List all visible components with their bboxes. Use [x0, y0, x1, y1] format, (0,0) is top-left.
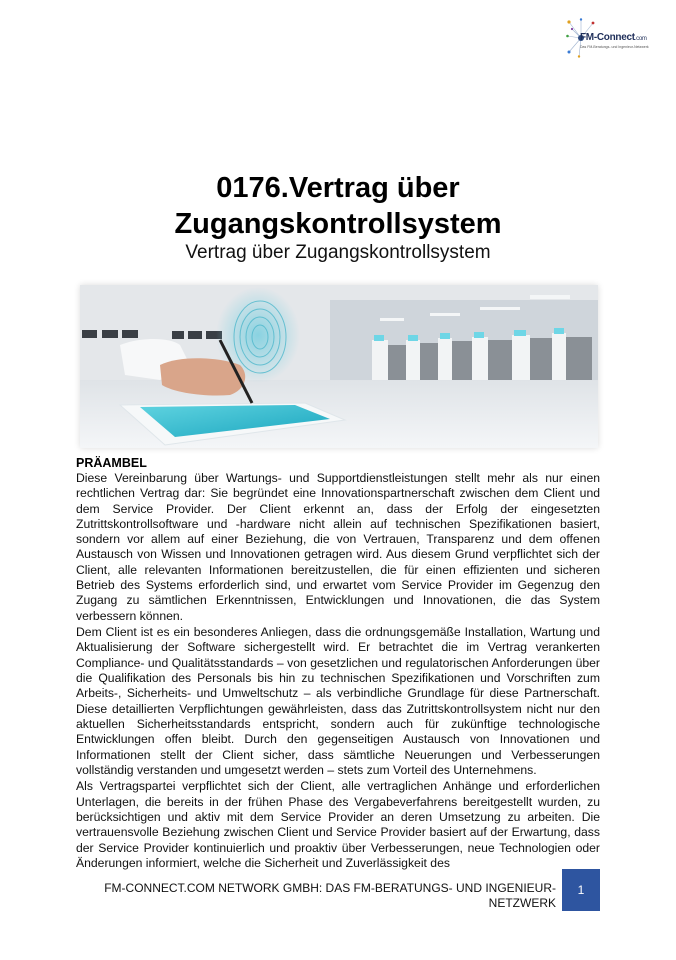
title-line-2: Zugangskontrollsystem: [174, 208, 502, 240]
paragraph: Als Vertragspartei verpflichtet sich der Client, alle vertraglichen Anhänge und erforderlichen Unterlagen, die bereits in der frühen Phase des Vergabeverfahrens bereitgestellt wurden, zu berücksichtigen und aktiv mit dem Service Provider an deren Umsetzung zu arbeiten. Die vertrauensvolle Beziehung zwischen Client und Service Provider basiert auf der Erwartung, dass der Service Provider kontinuierlich und proaktiv über Verbesserungen, neue Technologien oder Änderungen informiert, welche die Sicherheit und Zuverlässigkeit des: [76, 779, 600, 870]
fm-connect-logo: [566, 18, 649, 58]
preamble-body: [76, 471, 600, 872]
logo-tagline: Das FM-Beratungs- und Ingenieur-Netzwerk: [580, 45, 649, 49]
document-title: [0, 170, 676, 242]
page-number-badge: 1: [562, 869, 600, 911]
title-block: [0, 170, 676, 264]
hero-image: [80, 285, 598, 448]
access-control-illustration: [80, 285, 598, 448]
footer-line-2: NETZWERK: [488, 896, 556, 910]
paragraph: Dem Client ist es ein besonderes Anliegen, dass die ordnungsgemäße Installation, Wartung und Aktualisierung der Software sichergestellt wird. Er betrachtet die im Vertrag verankerten Compliance- und Qualitätsstandards – von gesetzlichen und regulatorischen Anforderungen über die Qualifikation des Personals bis hin zu technischen Spezifikationen und Vorschriften zum Arbeits-, Sicherheits- und Umweltschutz – als verbindliche Grundlage für diese Partnerschaft. Diese detaillierten Verpflichtungen gewährleisten, dass das Zutrittskontrollsystem nicht nur den aktuellen Sicherheitsstandards entspricht, sondern auch für zukünftige technologische Entwicklungen offen bleibt. Durch den gegenseitigen Austausch von Innovationen und Informationen stellt der Client sicher, dass sämtliche Neuerungen und Verbesserungen vollständig verstanden und umgesetzt werden – stets zum Vorteil des Unternehmens.: [76, 625, 600, 777]
section-heading-preamble: PRÄAMBEL: [76, 456, 147, 470]
footer-company-text: [70, 881, 556, 911]
logo-brand-text: FM-Connect.com: [580, 32, 647, 43]
document-subtitle: Vertrag über Zugangskontrollsystem: [185, 242, 491, 263]
footer-line-1: FM-CONNECT.COM NETWORK GMBH: DAS FM-BERATUNGS- UND INGENIEUR-: [104, 881, 556, 895]
title-line-1: 0176.Vertrag über: [216, 172, 460, 204]
paragraph: Diese Vereinbarung über Wartungs- und Supportdienstleistungen stellt mehr als nur einen rechtlichen Vertrag dar: Sie begründet eine Innovationspartnerschaft zwischen dem Client und dem Service Provider. Der Client erkennt an, dass der Erfolg der eingesetzten Zutrittskontrollsoftware und -hardware nicht allein auf technischen Spezifikationen basiert, sondern vor allem auf einer Beziehung, die von Vertrauen, Transparenz und dem offenen Austausch von Wissen und Innovationen getragen wird. Aus diesem Grund verpflichtet sich der Client, alle relevanten Informationen bereitzustellen, die für einen effizienten und sicheren Betrieb des Systems erforderlich sind, und erwartet vom Service Provider im Gegenzug den Zugang zu sämtlichen Erkenntnissen, Entwicklungen und Innovationen, die das System verbessern können.: [76, 471, 600, 623]
